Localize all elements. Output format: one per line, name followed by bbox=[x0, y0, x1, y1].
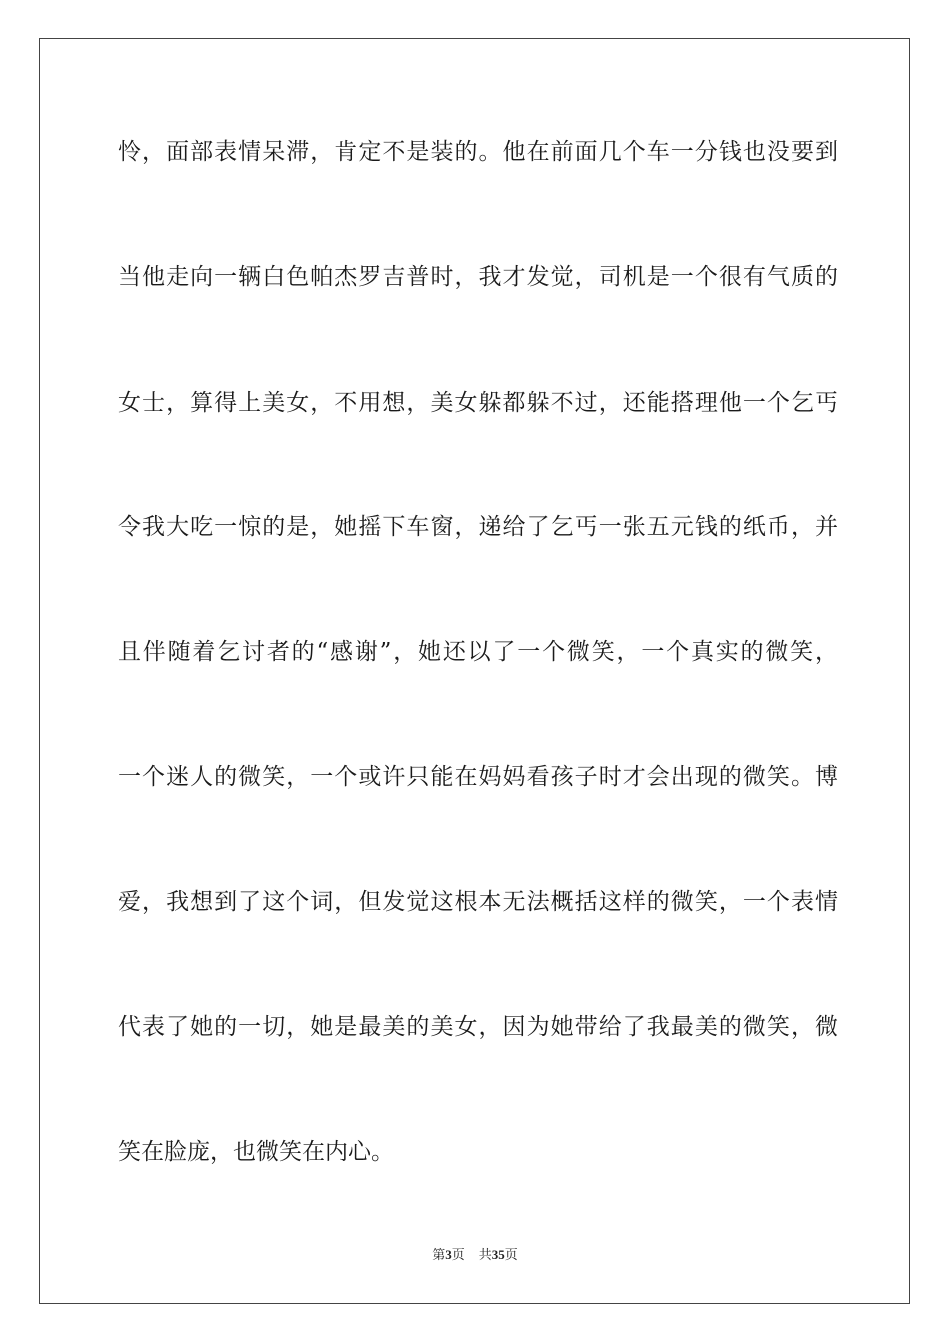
text-line: 怜，面部表情呆滞，肯定不是装的。他在前面几个车一分钱也没要到 bbox=[118, 139, 838, 165]
text-line: 且伴随着乞讨者的“感谢”，她还以了一个微笑，一个真实的微笑， bbox=[118, 639, 838, 665]
text-line: 代表了她的一切，她是最美的美女，因为她带给了我最美的微笑，微 bbox=[118, 1014, 838, 1040]
total-suffix: 页 bbox=[504, 1248, 518, 1263]
text-line: 爱，我想到了这个词，但发觉这根本无法概括这样的微笑，一个表情 bbox=[118, 889, 838, 915]
page-prefix: 第 bbox=[432, 1248, 446, 1263]
text-line: 笑在脸庞，也微笑在内心。 bbox=[118, 1139, 394, 1165]
current-page-number: 3 bbox=[445, 1247, 452, 1262]
text-line: 当他走向一辆白色帕杰罗吉普时，我才发觉，司机是一个很有气质的 bbox=[118, 264, 838, 290]
text-line: 女士，算得上美女，不用想，美女躲都躲不过，还能搭理他一个乞丐 bbox=[118, 390, 838, 416]
total-page-count: 35 bbox=[491, 1247, 505, 1262]
page-border bbox=[39, 38, 910, 1304]
text-line: 令我大吃一惊的是，她摇下车窗，递给了乞丐一张五元钱的纸币，并 bbox=[118, 514, 838, 540]
total-prefix: 共 bbox=[478, 1248, 492, 1263]
page-suffix: 页 bbox=[451, 1248, 465, 1263]
text-line: 一个迷人的微笑，一个或许只能在妈妈看孩子时才会出现的微笑。博 bbox=[118, 764, 838, 790]
page-footer bbox=[0, 1246, 950, 1265]
